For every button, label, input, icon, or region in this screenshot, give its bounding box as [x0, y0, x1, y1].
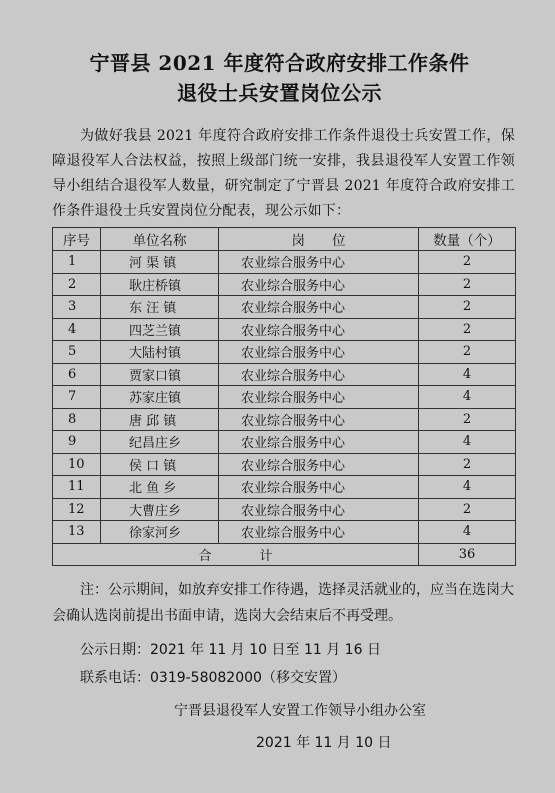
publicity-date: 公示日期：2021 年 11 月 10 日至 11 月 16 日 [80, 642, 381, 658]
table-row [53, 386, 516, 409]
table-row [53, 251, 516, 274]
issuing-office: 宁晋县退役军人安置工作领导小组办公室 [174, 703, 426, 719]
title-line-1: 宁晋县 2021 年度符合政府安排工作条件 [89, 51, 470, 75]
table-row [53, 296, 516, 319]
cell-seq: 13 [53, 521, 101, 544]
cell-seq: 6 [53, 363, 101, 386]
cell-unit: 大曹庄乡 [101, 498, 219, 521]
cell-seq: 1 [53, 251, 101, 274]
cell-seq: 10 [53, 453, 101, 476]
cell-position: 农业综合服务中心 [219, 296, 419, 319]
table-row [53, 453, 516, 476]
table-body [53, 251, 516, 544]
table-row [53, 476, 516, 499]
table-row [53, 521, 516, 544]
cell-count: 4 [419, 363, 516, 386]
cell-count: 2 [419, 498, 516, 521]
cell-seq: 7 [53, 386, 101, 409]
cell-count: 2 [419, 341, 516, 364]
table-row [53, 318, 516, 341]
cell-unit: 北 鱼 乡 [101, 476, 219, 499]
cell-unit: 唐 邱 镇 [101, 408, 219, 431]
cell-unit: 四芝兰镇 [101, 318, 219, 341]
cell-seq: 8 [53, 408, 101, 431]
cell-count: 2 [419, 296, 516, 319]
header-position: 岗 位 [219, 228, 419, 251]
table-row [53, 431, 516, 454]
cell-position: 农业综合服务中心 [219, 341, 419, 364]
cell-unit: 河 渠 镇 [101, 251, 219, 274]
total-label: 合计 [53, 543, 419, 566]
cell-position: 农业综合服务中心 [219, 453, 419, 476]
cell-position: 农业综合服务中心 [219, 431, 419, 454]
table-row [53, 363, 516, 386]
cell-seq: 12 [53, 498, 101, 521]
positions-table [52, 227, 516, 566]
cell-unit: 纪昌庄乡 [101, 431, 219, 454]
cell-unit: 大陆村镇 [101, 341, 219, 364]
cell-position: 农业综合服务中心 [219, 521, 419, 544]
total-value: 36 [419, 543, 516, 566]
cell-seq: 5 [53, 341, 101, 364]
cell-seq: 3 [53, 296, 101, 319]
note-paragraph: 注：公示期间，如放弃安排工作待遇，选择灵活就业的，应当在选岗大会确认选岗前提出书面申请，选岗大会结束后不再受理。 [52, 582, 514, 624]
cell-unit: 贾家口镇 [101, 363, 219, 386]
header-unit: 单位名称 [101, 228, 219, 251]
cell-position: 农业综合服务中心 [219, 386, 419, 409]
header-count: 数量（个） [419, 228, 516, 251]
cell-count: 4 [419, 386, 516, 409]
contact-phone: 联系电话：0319-58082000（移交安置） [80, 670, 346, 686]
table-row [53, 408, 516, 431]
cell-count: 4 [419, 521, 516, 544]
cell-count: 2 [419, 251, 516, 274]
cell-unit: 东 汪 镇 [101, 296, 219, 319]
cell-unit: 侯 口 镇 [101, 453, 219, 476]
cell-count: 4 [419, 431, 516, 454]
issue-date: 2021 年 11 月 10 日 [256, 735, 392, 751]
header-seq: 序号 [53, 228, 101, 251]
cell-count: 2 [419, 318, 516, 341]
table-row [53, 498, 516, 521]
cell-position: 农业综合服务中心 [219, 318, 419, 341]
intro-paragraph: 为做好我县 2021 年度符合政府安排工作条件退役士兵安置工作，保障退役军人合法权益，按照上级部门统一安排，我县退役军人安置工作领导小组结合退役军人数量，研究制定了宁晋县 2021 年度符合政府安排工作条件退役士兵安置岗位分配表，现公示如下： [52, 128, 515, 219]
cell-position: 农业综合服务中心 [219, 498, 419, 521]
cell-seq: 4 [53, 318, 101, 341]
cell-position: 农业综合服务中心 [219, 476, 419, 499]
cell-unit: 耿庄桥镇 [101, 273, 219, 296]
cell-count: 4 [419, 476, 516, 499]
cell-position: 农业综合服务中心 [219, 251, 419, 274]
document-title [44, 48, 515, 108]
cell-count: 2 [419, 408, 516, 431]
cell-position: 农业综合服务中心 [219, 363, 419, 386]
cell-position: 农业综合服务中心 [219, 273, 419, 296]
table-header-row [53, 228, 516, 251]
cell-seq: 9 [53, 431, 101, 454]
title-line-2: 退役士兵安置岗位公示 [177, 81, 382, 105]
cell-count: 2 [419, 273, 516, 296]
cell-position: 农业综合服务中心 [219, 408, 419, 431]
cell-count: 2 [419, 453, 516, 476]
total-row [53, 543, 516, 566]
cell-unit: 苏家庄镇 [101, 386, 219, 409]
cell-unit: 徐家河乡 [101, 521, 219, 544]
cell-seq: 11 [53, 476, 101, 499]
cell-seq: 2 [53, 273, 101, 296]
table-row [53, 341, 516, 364]
table-row [53, 273, 516, 296]
